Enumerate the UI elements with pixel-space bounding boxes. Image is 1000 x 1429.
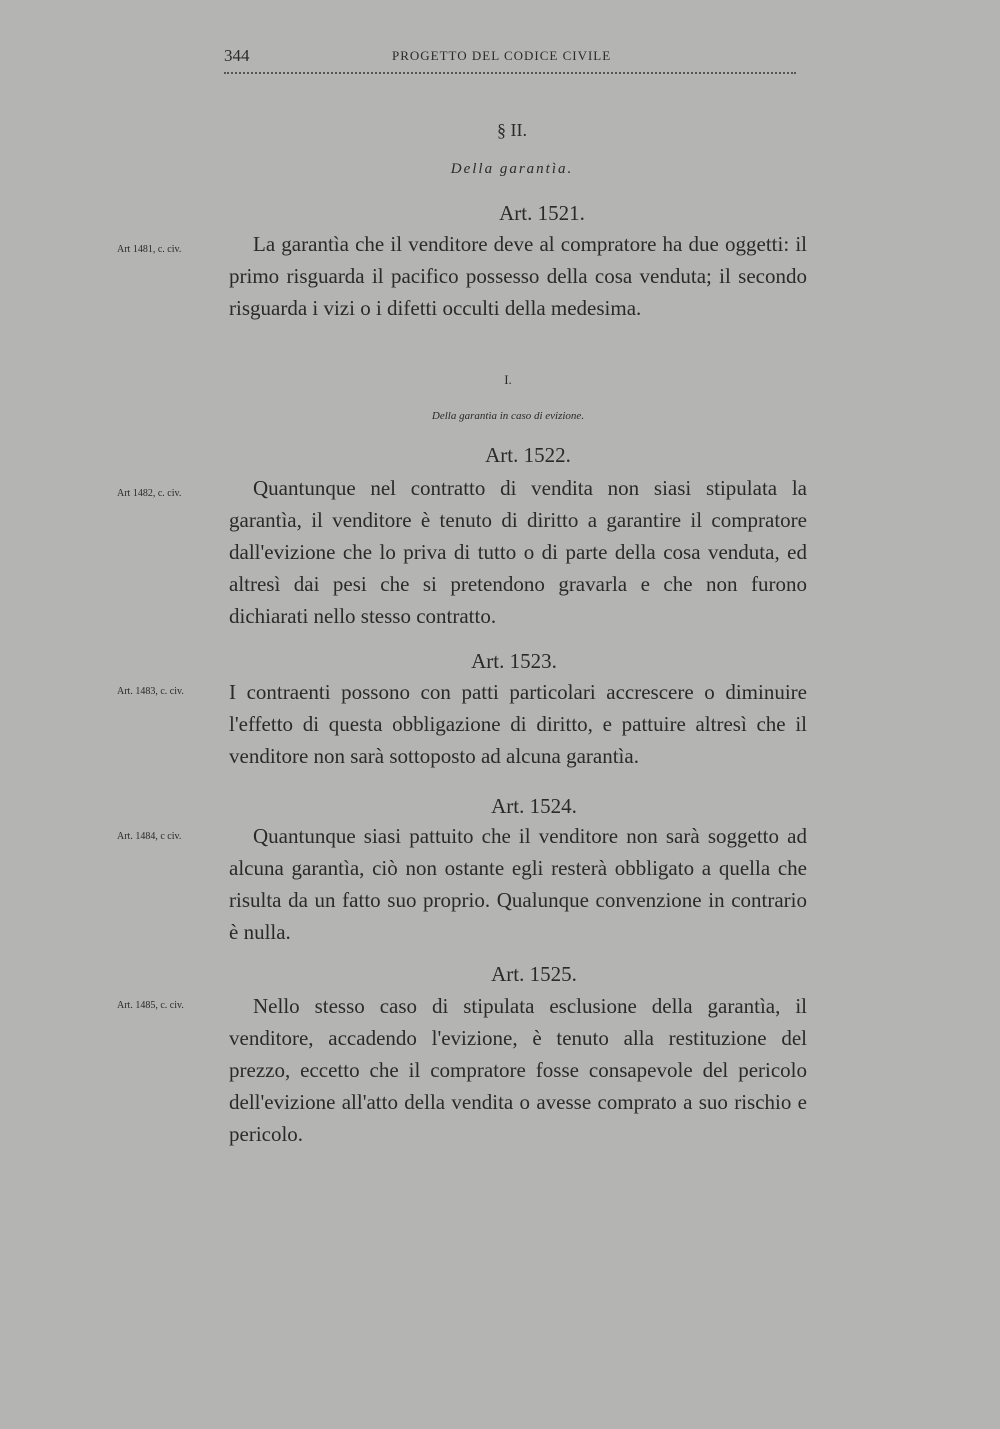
article-heading: Art. 1523. (471, 649, 557, 673)
page-number: 344 (224, 46, 250, 65)
subsection-title: Della garantìa in caso di evizione. (431, 410, 585, 422)
article-text: Nello stesso caso di stipulata esclusione della garantìa, il venditore, accadendo l'evizione, è tenuto alla restituzione del prezzo, eccetto che il compratore fosse consapevole del pericolo dell'evizione all'atto della vendita o avesse comprato a suo rischio e pericolo. (229, 994, 807, 1146)
page-header (224, 44, 796, 74)
article-heading: Art. 1525. (491, 962, 577, 986)
running-title: PROGETTO DEL CODICE CIVILE (392, 48, 612, 63)
margin-reference: Art. 1485, c. civ. (117, 1000, 184, 1011)
section-subtitle: Della garantìa. (450, 161, 574, 177)
article-text: Quantunque nel contratto di vendita non siasi stipulata la garantìa, il venditore è tenuto di diritto a garantire il compratore dall'evizione che lo priva di tutto o di parte della cosa venduta, ed altresì dai pesi che si pretendono gravarla e che non furono dichiarati nello stesso contratto. (229, 476, 807, 628)
article-text: I contraenti possono con patti particolari accrescere o diminuire l'effetto di questa obbligazione di diritto, e pattuire altresì che il venditore non sarà sottoposto ad alcuna garantìa. (229, 680, 807, 768)
article-heading: Art. 1521. (499, 201, 585, 225)
subsection-number: I. (504, 372, 512, 387)
article-text: La garantìa che il venditore deve al compratore ha due oggetti: il primo risguarda il pacifico possesso della cosa venduta; il secondo risguarda i vizi o i difetti occulti della medesima. (229, 232, 807, 320)
article-text: Quantunque siasi pattuito che il venditore non sarà soggetto ad alcuna garantìa, ciò non ostante egli resterà obbligato a quella che risulta da un fatto suo proprio. Qualunque convenzione in contrario è nulla. (229, 824, 807, 944)
article-heading: Art. 1524. (491, 794, 577, 818)
margin-reference: Art. 1484, c civ. (117, 831, 182, 842)
section-title: § II. (497, 120, 527, 140)
margin-reference: Art 1481, c. civ. (117, 244, 182, 255)
margin-reference: Art. 1483, c. civ. (117, 686, 184, 697)
article-heading: Art. 1522. (485, 443, 571, 467)
margin-reference: Art 1482, c. civ. (117, 488, 182, 499)
